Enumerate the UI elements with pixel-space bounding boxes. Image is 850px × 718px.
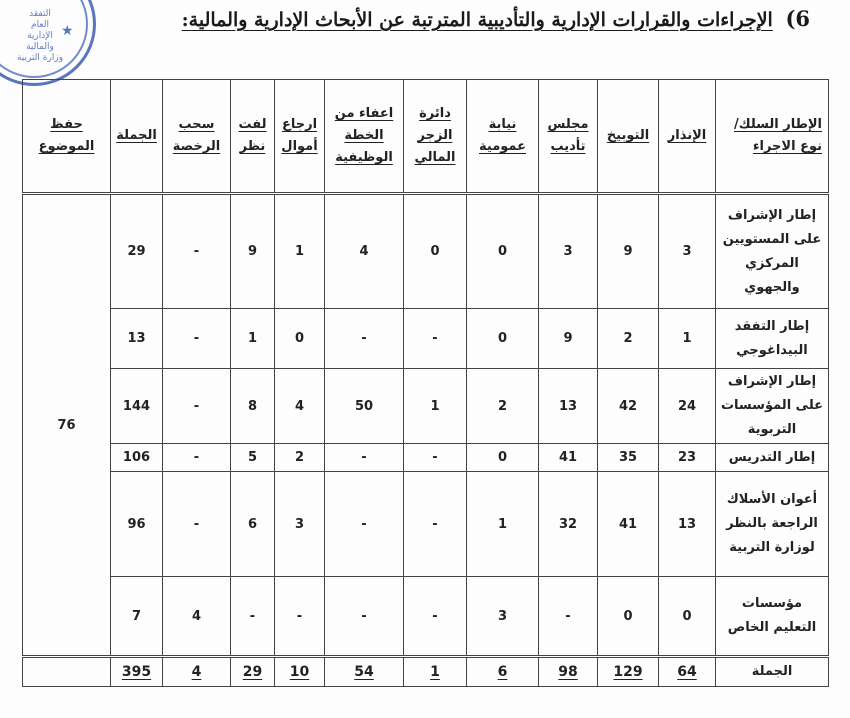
- table-cell: 24: [659, 369, 716, 444]
- table-cell: 41: [598, 472, 659, 577]
- column-header: الجملة: [111, 80, 163, 194]
- section-heading: الإجراءات والقرارات الإدارية والتأديبية المترتبة عن الأبحاث الإدارية والمالية:: [181, 9, 773, 31]
- total-label: الجملة: [716, 657, 829, 687]
- table-cell: 0: [598, 577, 659, 657]
- table-cell: 144: [111, 369, 163, 444]
- row-label: إطار التفقد البيداغوجي: [716, 309, 829, 369]
- table-cell: 41: [539, 444, 598, 472]
- table-cell: -: [325, 309, 404, 369]
- table-cell: -: [404, 472, 467, 577]
- table-cell: 35: [598, 444, 659, 472]
- table-cell: 4: [163, 577, 231, 657]
- table-cell: -: [539, 577, 598, 657]
- stamp-line: وزارة التربية: [16, 53, 64, 63]
- table-row: [23, 369, 829, 444]
- table-row: [23, 577, 829, 657]
- table-row: [23, 194, 829, 309]
- table-cell: -: [404, 309, 467, 369]
- table-cell: 3: [659, 194, 716, 309]
- table-cell: 6: [231, 472, 275, 577]
- table-cell: -: [275, 577, 325, 657]
- table-cell: -: [325, 472, 404, 577]
- table-cell: 1: [659, 309, 716, 369]
- column-header: الإنذار: [659, 80, 716, 194]
- row-label: مؤسسات التعليم الخاص: [716, 577, 829, 657]
- table-cell: -: [163, 444, 231, 472]
- table-cell: 42: [598, 369, 659, 444]
- section-number: 6): [785, 6, 810, 31]
- table-cell: -: [163, 309, 231, 369]
- official-stamp: [0, 0, 96, 86]
- table-cell: -: [163, 472, 231, 577]
- table-cell: 29: [111, 194, 163, 309]
- table-cell: 5: [231, 444, 275, 472]
- total-cell: 1: [404, 657, 467, 687]
- table-cell: 7: [111, 577, 163, 657]
- table-cell: 0: [404, 194, 467, 309]
- table-cell: 4: [325, 194, 404, 309]
- table-cell: 0: [467, 194, 539, 309]
- stamp-line: العام: [31, 20, 49, 30]
- row-label: إطار التدريس: [716, 444, 829, 472]
- table-cell: -: [404, 444, 467, 472]
- section-title: [130, 6, 810, 31]
- empty-cell: [23, 657, 111, 687]
- table-cell: 96: [111, 472, 163, 577]
- stamp-line: التفقد: [29, 9, 51, 19]
- table-cell: 3: [539, 194, 598, 309]
- table-cell: 9: [231, 194, 275, 309]
- stamp-line: الإدارية: [27, 31, 53, 41]
- column-header: دائرة الزجر المالي: [404, 80, 467, 194]
- table-cell: 23: [659, 444, 716, 472]
- saved-total-cell: 76: [23, 194, 111, 657]
- table-cell: -: [163, 369, 231, 444]
- table-cell: 0: [275, 309, 325, 369]
- table-cell: 0: [659, 577, 716, 657]
- measures-table: [22, 79, 829, 687]
- total-cell: 395: [111, 657, 163, 687]
- table-cell: 3: [275, 472, 325, 577]
- table-cell: -: [231, 577, 275, 657]
- column-header: ارجاع أموال: [275, 80, 325, 194]
- table-cell: 0: [467, 444, 539, 472]
- total-cell: 129: [598, 657, 659, 687]
- table-cell: 1: [404, 369, 467, 444]
- table-cell: 9: [539, 309, 598, 369]
- column-header: سحب الرخصة: [163, 80, 231, 194]
- row-label: أعوان الأسلاك الراجعة بالنظر لوزارة التربية: [716, 472, 829, 577]
- row-label: إطار الإشراف على المؤسسات التربوية: [716, 369, 829, 444]
- table-cell: 32: [539, 472, 598, 577]
- table-cell: -: [325, 577, 404, 657]
- table-row: [23, 444, 829, 472]
- total-row: [23, 657, 829, 687]
- table-cell: 8: [231, 369, 275, 444]
- table-cell: 2: [598, 309, 659, 369]
- total-cell: 54: [325, 657, 404, 687]
- table-cell: 13: [111, 309, 163, 369]
- column-header: نيابة عمومية: [467, 80, 539, 194]
- table-cell: -: [325, 444, 404, 472]
- total-cell: 4: [163, 657, 231, 687]
- stamp-line: والمالية: [26, 42, 54, 52]
- table-row: [23, 309, 829, 369]
- table-cell: 106: [111, 444, 163, 472]
- total-cell: 98: [539, 657, 598, 687]
- table-cell: 50: [325, 369, 404, 444]
- total-cell: 10: [275, 657, 325, 687]
- stamp-star-icon: ★: [61, 23, 74, 39]
- total-cell: 6: [467, 657, 539, 687]
- column-header: حفظ الموضوع: [23, 80, 111, 194]
- table-cell: 3: [467, 577, 539, 657]
- table-cell: 2: [467, 369, 539, 444]
- table-cell: 1: [231, 309, 275, 369]
- table-cell: 1: [467, 472, 539, 577]
- column-header: لفت نظر: [231, 80, 275, 194]
- row-label: إطار الإشراف على المستويين المركزي والجهوي: [716, 194, 829, 309]
- total-cell: 64: [659, 657, 716, 687]
- table-cell: 2: [275, 444, 325, 472]
- table-header-row: [23, 80, 829, 194]
- table-cell: 1: [275, 194, 325, 309]
- table-cell: 0: [467, 309, 539, 369]
- table-cell: 13: [539, 369, 598, 444]
- column-header: التوبيخ: [598, 80, 659, 194]
- table-cell: 13: [659, 472, 716, 577]
- table-cell: 9: [598, 194, 659, 309]
- column-header: مجلس تأديب: [539, 80, 598, 194]
- total-cell: 29: [231, 657, 275, 687]
- table-cell: -: [404, 577, 467, 657]
- table-row: [23, 472, 829, 577]
- table-cell: -: [163, 194, 231, 309]
- table-cell: 4: [275, 369, 325, 444]
- column-header: الإطار السلك/نوع الاجراء: [716, 80, 829, 194]
- column-header: اعفاء من الخطة الوظيفية: [325, 80, 404, 194]
